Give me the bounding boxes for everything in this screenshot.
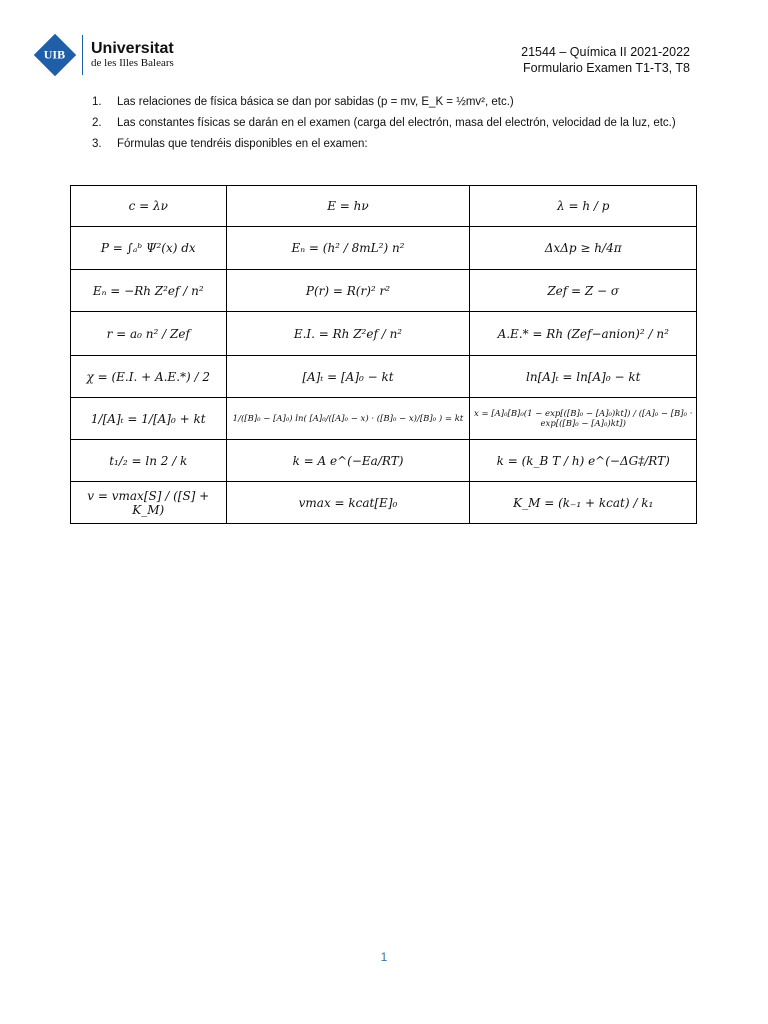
formula-cell: P(r) = R(r)² r² [226, 270, 470, 312]
instruction-number: 3. [92, 138, 102, 150]
formula-row [71, 186, 697, 227]
formula-row [71, 398, 697, 440]
university-name: Universitat [91, 40, 174, 57]
course-header [521, 44, 690, 76]
formula-cell: E.I. = Rh Z²ef / n² [226, 312, 470, 356]
instruction-item [92, 136, 702, 153]
formula-cell: t₁/₂ = ln 2 / k [71, 440, 227, 482]
formula-cell: Zef = Z − σ [470, 270, 697, 312]
logo-mark: UIB [44, 47, 66, 62]
formula-row [71, 312, 697, 356]
formula-cell: ln[A]ₜ = ln[A]₀ − kt [470, 356, 697, 398]
instruction-number: 2. [92, 117, 102, 129]
formula-cell: λ = h / p [470, 186, 697, 227]
formula-cell: K_M = (k₋₁ + kcat) / k₁ [470, 482, 697, 524]
formula-cell: 1/([B]₀ − [A]₀) ln( [A]₀/([A]₀ − x) · ([B]₀ − x)/[B]₀ ) = kt [226, 398, 470, 440]
instruction-item [92, 94, 702, 111]
formula-table [70, 185, 697, 524]
formula-cell: Eₙ = (h² / 8mL²) n² [226, 227, 470, 270]
formula-cell: χ = (E.I. + A.E.*) / 2 [71, 356, 227, 398]
uib-diamond-icon [34, 34, 76, 76]
formula-row [71, 356, 697, 398]
page-number: 1 [380, 950, 388, 964]
formula-cell: vmax = kcat[E]₀ [226, 482, 470, 524]
formula-cell: c = λν [71, 186, 227, 227]
university-logo [32, 32, 174, 78]
formula-cell: E = hν [226, 186, 470, 227]
instruction-text: Las relaciones de física básica se dan por sabidas (p = mv, E_K = ½mv², etc.) [117, 96, 514, 108]
instruction-text: Las constantes físicas se darán en el examen (carga del electrón, masa del electrón, velocidad de la luz, etc.) [117, 117, 676, 129]
instruction-item [92, 115, 702, 132]
instructions-list [92, 94, 702, 157]
formula-cell: x = [A]₀[B]₀(1 − exp[([B]₀ − [A]₀)kt]) / ([A]₀ − [B]₀ · exp[([B]₀ − [A]₀)kt]) [470, 398, 697, 440]
formula-row [71, 227, 697, 270]
formula-row [71, 270, 697, 312]
instruction-text: Fórmulas que tendréis disponibles en el examen: [117, 138, 368, 150]
logo-separator [82, 35, 83, 75]
formula-cell: A.E.* = Rh (Zef−anion)² / n² [470, 312, 697, 356]
formula-cell: r = a₀ n² / Zef [71, 312, 227, 356]
formula-cell: ΔxΔp ≥ h/4π [470, 227, 697, 270]
instruction-number: 1. [92, 96, 102, 108]
course-title: 21544 – Química II 2021-2022 [521, 45, 690, 59]
formula-cell: 1/[A]ₜ = 1/[A]₀ + kt [71, 398, 227, 440]
formula-row [71, 440, 697, 482]
university-subtitle: de les Illes Balears [91, 57, 174, 69]
formula-cell: v = vmax[S] / ([S] + K_M) [71, 482, 227, 524]
exam-title: Formulario Examen T1-T3, T8 [523, 61, 690, 75]
formula-cell: P = ∫ₐᵇ Ψ²(x) dx [71, 227, 227, 270]
formula-cell: k = (k_B T / h) e^(−ΔG‡/RT) [470, 440, 697, 482]
formula-cell: [A]ₜ = [A]₀ − kt [226, 356, 470, 398]
formula-cell: k = A e^(−Ea/RT) [226, 440, 470, 482]
formula-row [71, 482, 697, 524]
formula-cell: Eₙ = −Rh Z²ef / n² [71, 270, 227, 312]
